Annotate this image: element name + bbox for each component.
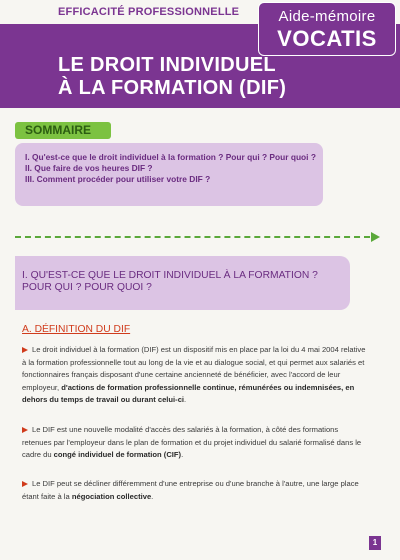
sommaire-item[interactable]: III. Comment procéder pour utiliser votre DIF ? bbox=[25, 174, 211, 184]
paragraph-bold: négociation collective bbox=[71, 491, 152, 501]
title-line-1: LE DROIT INDIVIDUEL bbox=[58, 54, 276, 76]
aide-memoire-badge bbox=[258, 2, 396, 56]
paragraph-bold: congé individuel de formation (CIF) bbox=[53, 450, 182, 459]
paragraph-text: Le DIF peut se décliner différemment d'une entreprise ou d'une branche à l'autre, une large place étant faite à la bbox=[22, 479, 359, 501]
badge-line-2: VOCATIS bbox=[277, 26, 377, 51]
subsection-title: A. DÉFINITION DU DIF bbox=[22, 324, 131, 335]
sommaire-item[interactable]: II. Que faire de vos heures DIF ? bbox=[25, 163, 153, 173]
sommaire-item[interactable]: I. Qu'est-ce que le droit individuel à la formation ? Pour qui ? Pour quoi ? bbox=[25, 152, 316, 162]
sommaire-title: SOMMAIRE bbox=[25, 123, 91, 137]
paragraph-end: . bbox=[181, 450, 184, 459]
section-title-line-2: POUR QUI ? POUR QUOI ? bbox=[22, 282, 152, 293]
paragraph-end: . bbox=[184, 395, 187, 404]
paragraph-1 bbox=[22, 344, 369, 407]
section-title bbox=[22, 270, 342, 294]
paragraph-text: Le DIF est une nouvelle modalité d'accès des salariés à la formation, à côté des formations retenues par l'employeur dans le plan de formation et du projet individuel du salarié formalisé dans le cadre du bbox=[22, 425, 362, 459]
paragraph-bold: d'actions de formation professionnelle continue, rémunérées ou indemnisées, en dehors du temps de travail ou durant celui-ci bbox=[22, 382, 355, 404]
dashed-divider bbox=[15, 236, 370, 238]
sommaire-box bbox=[15, 143, 323, 206]
collection-label: EFFICACITÉ PROFESSIONNELLE bbox=[58, 6, 240, 18]
page-title bbox=[58, 54, 378, 100]
triangle-bullet-icon bbox=[22, 427, 28, 433]
triangle-bullet-icon bbox=[22, 481, 28, 487]
triangle-bullet-icon bbox=[22, 347, 28, 353]
section-title-line-1: I. QU'EST-CE QUE LE DROIT INDIVIDUEL À LA FORMATION ? bbox=[22, 270, 318, 281]
paragraph-2 bbox=[22, 424, 369, 462]
paragraph-text: Le droit individuel à la formation (DIF) est un dispositif mis en place par la loi du 4 mai 2004 relative à la formation professionnelle tout au long de la vie et au dialogue social, et qui permet aux salariés et fonctionnaires français disposant d'une certaine ancienneté de bénéficier, avec l'accord de leur employeur, bbox=[22, 345, 366, 392]
arrow-right-icon bbox=[371, 232, 380, 242]
title-line-2: À LA FORMATION (DIF) bbox=[58, 77, 287, 99]
paragraph-3 bbox=[22, 478, 369, 503]
paragraph-end: . bbox=[151, 491, 154, 501]
page-number: 1 bbox=[369, 536, 381, 550]
badge-line-1: Aide-mémoire bbox=[278, 8, 376, 25]
sommaire-tab bbox=[15, 122, 111, 139]
